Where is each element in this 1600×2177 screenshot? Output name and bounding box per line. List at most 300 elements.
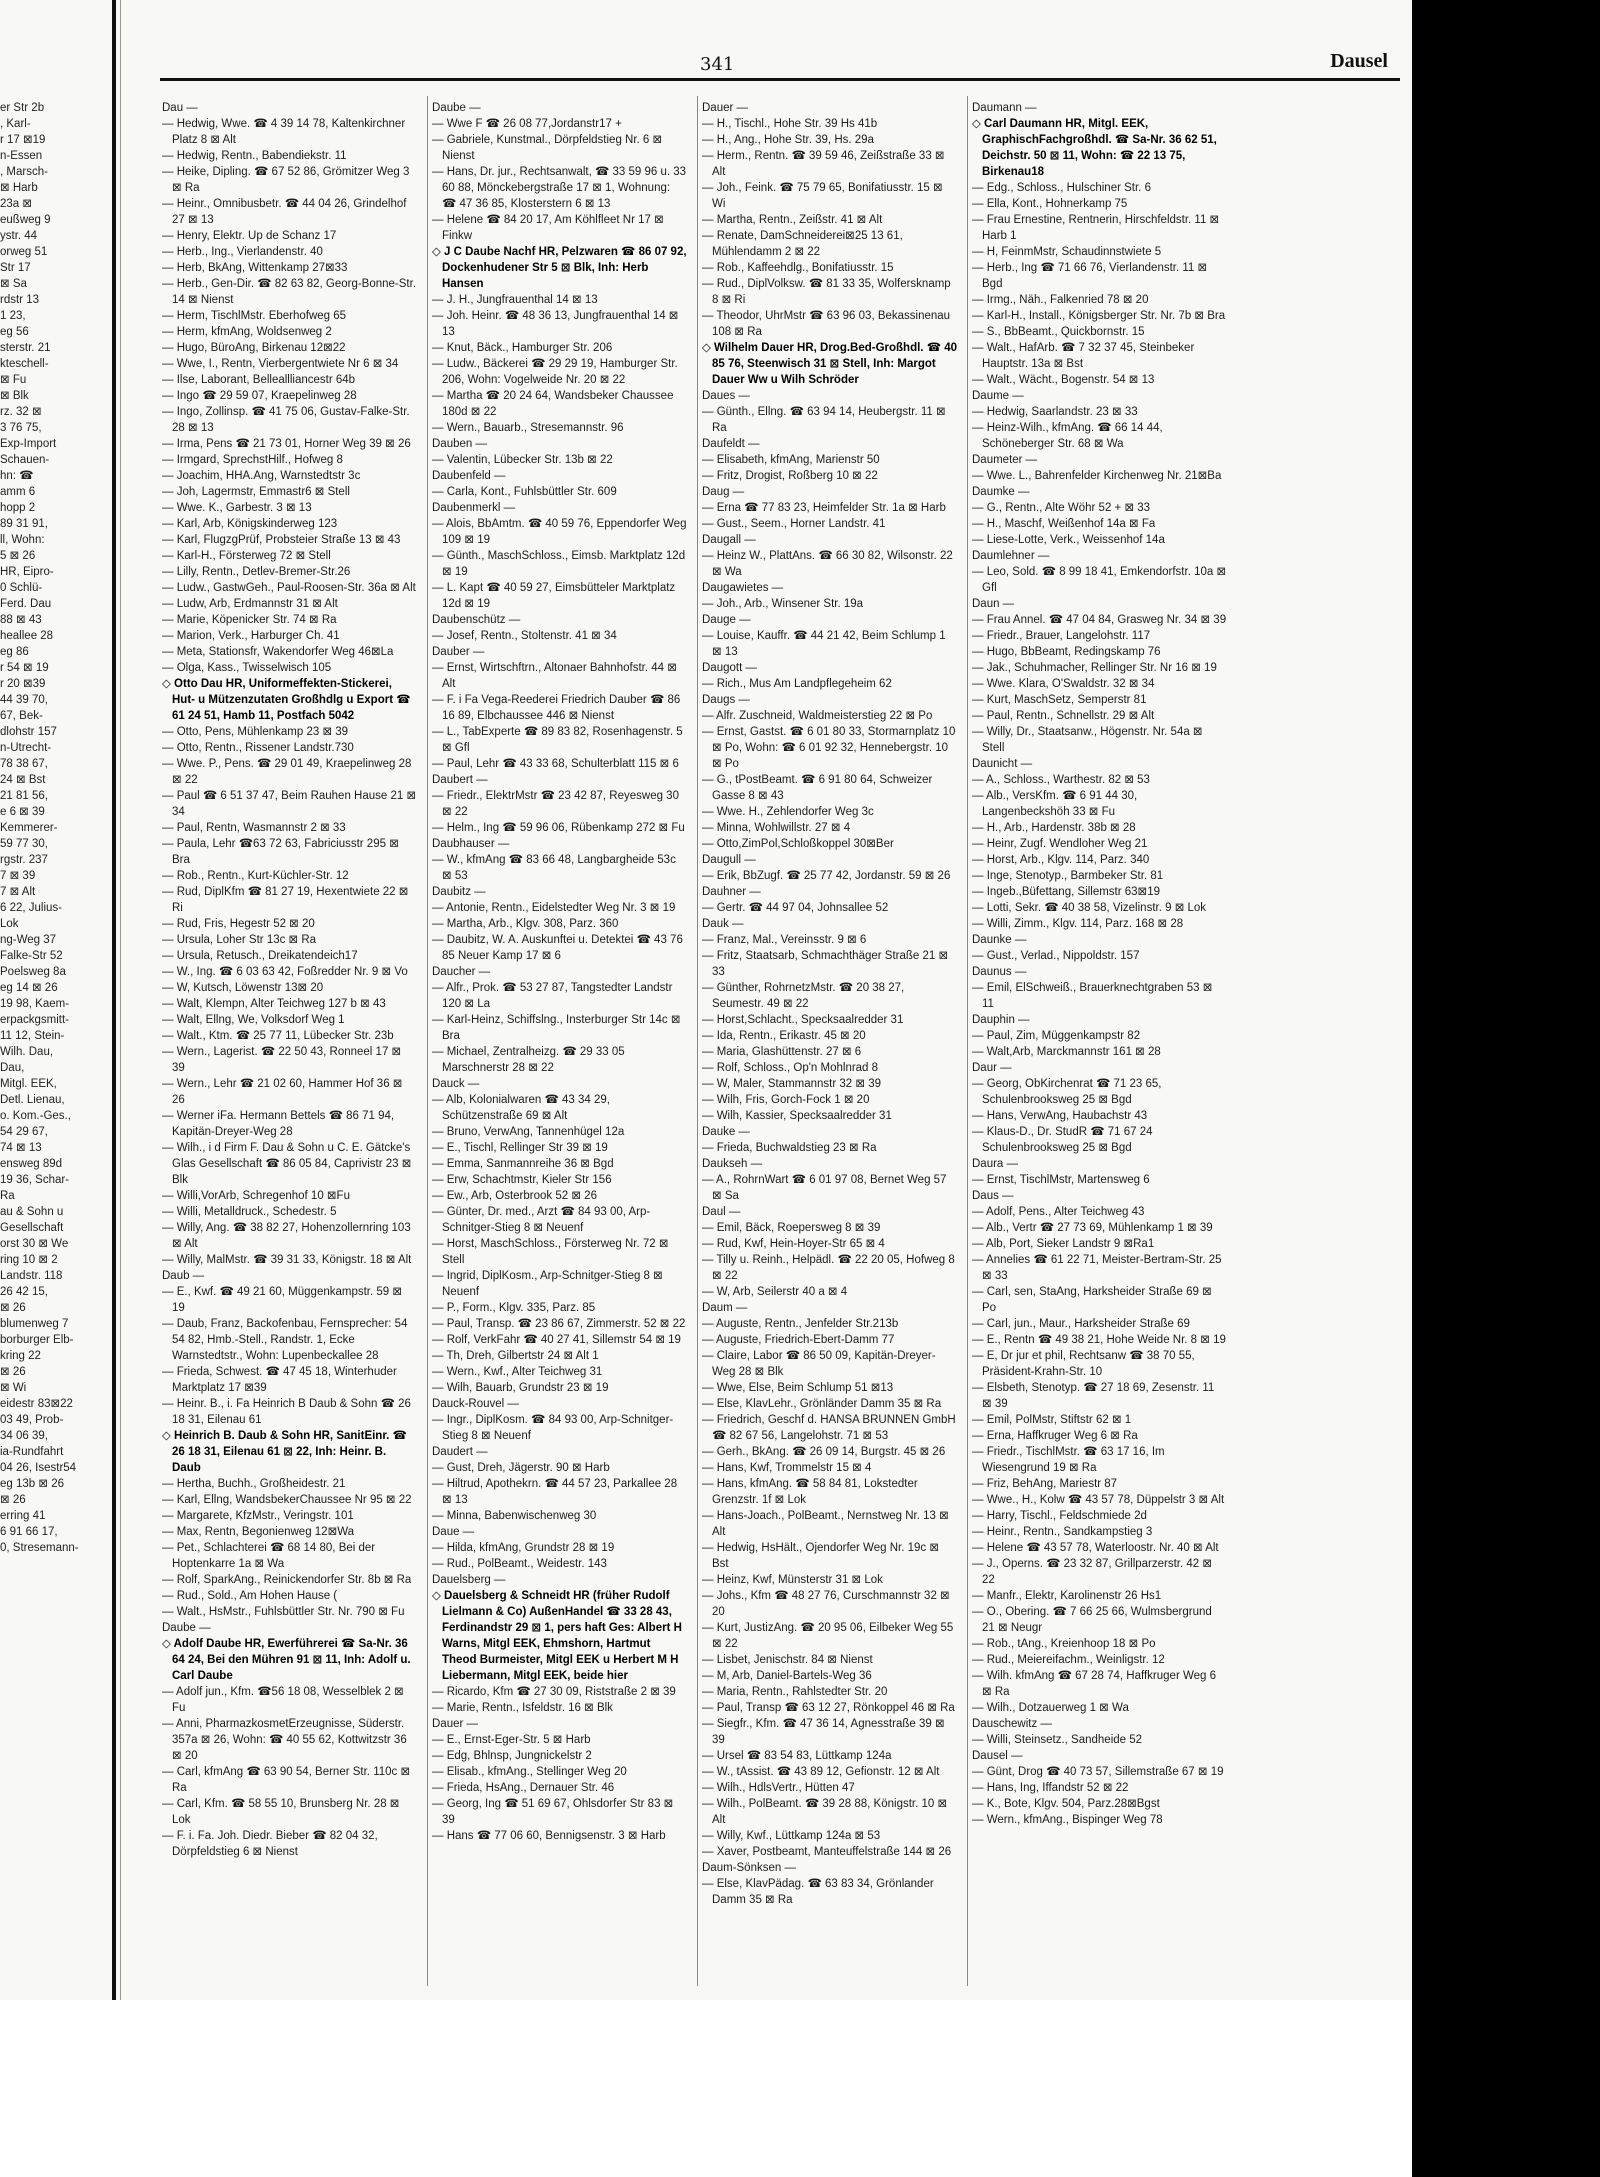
directory-entry: — Otto, Rentn., Rissener Landstr.730 <box>162 742 354 754</box>
directory-entry: — Maria, Rentn., Rahlstedter Str. 20 <box>702 1686 888 1698</box>
directory-entry: — Karl-Heinz, Schiffslng., Insterburger Str 14c ⊠ Bra <box>432 1014 681 1042</box>
fragment-line: r 54 ⊠ 19 <box>0 662 49 674</box>
directory-entry: — Joh, Lagermstr, Emmastr6 ⊠ Stell <box>162 486 350 498</box>
surname-heading: Daubenschütz — <box>432 614 521 626</box>
directory-entry: — Willy, Ang. ☎ 38 82 27, Hohenzollernring 103 ⊠ Alt <box>162 1222 411 1250</box>
directory-entry: — Rud, DiplKfm ☎ 81 27 19, Hexentwiete 22 ⊠ Ri <box>162 886 409 914</box>
fragment-line: ia-Rundfahrt <box>0 1446 64 1458</box>
directory-entry: — Horst, MaschSchloss., Försterweg Nr. 72 ⊠ Stell <box>432 1238 669 1266</box>
directory-entry: — Heinr., Omnibusbetr. ☎ 44 04 26, Grindelhof 27 ⊠ 13 <box>162 198 407 226</box>
previous-page-fragment <box>0 100 108 1556</box>
directory-entry: — Ludw, Arb, Erdmannstr 31 ⊠ Alt <box>162 598 338 610</box>
directory-entry: — Maria, Glashüttenstr. 27 ⊠ 6 <box>702 1046 862 1058</box>
fragment-line: 5 ⊠ 26 <box>0 550 36 562</box>
directory-entry: — E., Kwf. ☎ 49 21 60, Müggenkampstr. 59 ⊠ 19 <box>162 1286 403 1314</box>
directory-entry: — Wwe. K., Garbestr. 3 ⊠ 13 <box>162 502 312 514</box>
directory-entry: — Ella, Kont., Hohnerkamp 75 <box>972 198 1128 210</box>
directory-entry: — Wern., Lagerist. ☎ 22 50 43, Ronneel 17 ⊠ 39 <box>162 1046 402 1074</box>
fragment-line: 59 77 30, <box>0 838 48 850</box>
surname-heading: Daubenfeld — <box>432 470 506 482</box>
surname-heading: Daumke — <box>972 486 1030 498</box>
directory-entry: — Ludw., GastwGeh., Paul-Roosen-Str. 36a ⊠ Alt <box>162 582 416 594</box>
fragment-line: ⊠ Wi <box>0 1382 27 1394</box>
directory-entry: — Else, KlavLehr., Grönländer Damm 35 ⊠ Ra <box>702 1398 942 1410</box>
directory-entry: — Paul, Lehr ☎ 43 33 68, Schulterblatt 115 ⊠ 6 <box>432 758 679 770</box>
directory-entry: — Erna, Haffkruger Weg 6 ⊠ Ra <box>972 1430 1138 1442</box>
surname-heading: Daubitz — <box>432 886 486 898</box>
directory-entry: — Paul, Rentn., Schnellstr. 29 ⊠ Alt <box>972 710 1155 722</box>
directory-entry: — W, Kutsch, Löwenstr 13⊠ 20 <box>162 982 324 994</box>
surname-heading: Daumlehner — <box>972 550 1050 562</box>
fragment-line: rgstr. 237 <box>0 854 48 866</box>
fragment-line: Wilh. Dau, <box>0 1046 54 1058</box>
directory-entry: — Helene ☎ 84 20 17, Am Köhlfleet Nr 17 ⊠ Finkw <box>432 214 664 242</box>
surname-heading: Daume — <box>972 390 1024 402</box>
directory-entry: — Frau Annel. ☎ 47 04 84, Grasweg Nr. 34 ⊠ 39 <box>972 614 1227 626</box>
directory-entry: — Wilh., HdlsVertr., Hütten 47 <box>702 1782 855 1794</box>
fragment-line: ng-Weg 37 <box>0 934 57 946</box>
fragment-line: HR, Eipro- <box>0 566 54 578</box>
surname-heading: Daugs — <box>702 694 750 706</box>
fragment-line: 0 Schlü- <box>0 582 43 594</box>
directory-entry: — Herm, TischlMstr. Eberhofweg 65 <box>162 310 347 322</box>
directory-entry: — Paul, Transp. ☎ 23 86 67, Zimmerstr. 52 ⊠ 22 <box>432 1318 686 1330</box>
directory-entry: — Herb., Ing ☎ 71 66 76, Vierlandenstr. 11 ⊠ Bgd <box>972 262 1208 290</box>
directory-entry: — Wwe. L., Bahrenfelder Kirchenweg Nr. 21⊠Ba <box>972 470 1222 482</box>
surname-heading: Dauge — <box>702 614 751 626</box>
page-number: 341 <box>700 54 735 75</box>
directory-entry: — Carl, sen, StaAng, Harksheider Straße 69 ⊠ Po <box>972 1286 1212 1314</box>
directory-entry: — Walt, Klempn, Alter Teichweg 127 b ⊠ 43 <box>162 998 386 1010</box>
directory-entry: — Ingrid, DiplKosm., Arp-Schnitger-Stieg 8 ⊠ Neuenf <box>432 1270 663 1298</box>
fragment-line: 19 98, Kaem- <box>0 998 70 1010</box>
fragment-line: rdstr 13 <box>0 294 39 306</box>
directory-entry: — Meta, Stationsfr, Wakendorfer Weg 46⊠La <box>162 646 394 658</box>
surname-heading: Daubenmerkl — <box>432 502 516 514</box>
directory-entry: — Xaver, Postbeamt, Manteuffelstraße 144 ⊠ 26 <box>702 1846 952 1858</box>
directory-entry: — E., Rentn ☎ 49 38 21, Hohe Weide Nr. 8 ⊠ 19 <box>972 1334 1226 1346</box>
directory-entry: — Herm, kfmAng, Woldsenweg 2 <box>162 326 332 338</box>
directory-entry: — Heinz-Wilh., kfmAng. ☎ 66 14 44, Schöneberger Str. 68 ⊠ Wa <box>972 422 1163 450</box>
fragment-line: n-Essen <box>0 150 43 162</box>
directory-entry: — Alois, BbAmtm. ☎ 40 59 76, Eppendorfer Weg 109 ⊠ 19 <box>432 518 687 546</box>
surname-heading: Daube — <box>432 102 481 114</box>
directory-entry: — Wilh, Kassier, Specksaalredder 31 <box>702 1110 892 1122</box>
directory-entry: — Hertha, Buchh., Großheidestr. 21 <box>162 1478 346 1490</box>
directory-entry: — Helm., Ing ☎ 59 96 06, Rübenkamp 272 ⊠ Fu <box>432 822 685 834</box>
directory-entry: — G., tPostBeamt. ☎ 6 91 80 64, Schweizer Gasse 8 ⊠ 43 <box>702 774 933 802</box>
directory-entry: — Irmg., Näh., Falkenried 78 ⊠ 20 <box>972 294 1149 306</box>
directory-entry: — Carl, jun., Maur., Harksheider Straße 69 <box>972 1318 1190 1330</box>
directory-entry: — E., Ernst-Eger-Str. 5 ⊠ Harb <box>432 1734 591 1746</box>
fragment-line: 26 42 15, <box>0 1286 48 1298</box>
directory-entry: — M, Arb, Daniel-Bartels-Weg 36 <box>702 1670 872 1682</box>
directory-entry: — Karl, FlugzgPrüf, Probsteier Straße 13 ⊠ 43 <box>162 534 401 546</box>
directory-entry: — Renate, DamSchneiderei⊠25 13 61, Mühlendamm 2 ⊠ 22 <box>702 230 903 258</box>
directory-entry: ◇ Otto Dau HR, Uniformeffekten-Stickerei, Hut- u Mützenzutaten Großhdlg u Export ☎ 61 24 51, Hamb 11, Postfach 5042 <box>162 678 411 722</box>
fragment-line: r 17 ⊠19 <box>0 134 46 146</box>
directory-entry: — Emil, PolMstr, Stiftstr 62 ⊠ 1 <box>972 1414 1132 1426</box>
fragment-line: eg 86 <box>0 646 29 658</box>
directory-entry: — Alfr., Prok. ☎ 53 27 87, Tangstedter Landstr 120 ⊠ La <box>432 982 673 1010</box>
directory-entry: — J. H., Jungfrauenthal 14 ⊠ 13 <box>432 294 598 306</box>
fragment-line: ring 10 ⊠ 2 <box>0 1254 58 1266</box>
directory-entry: — Wern., Kwf., Alter Teichweg 31 <box>432 1366 603 1378</box>
column-divider <box>697 96 698 1986</box>
fragment-line: 23a ⊠ <box>0 198 33 210</box>
fragment-line: hopp 2 <box>0 502 36 514</box>
directory-entry: — Rolf, VerkFahr ☎ 40 27 41, Sillemstr 54 ⊠ 19 <box>432 1334 681 1346</box>
surname-heading: Daukseh — <box>702 1158 763 1170</box>
fragment-line: 34 06 39, <box>0 1430 48 1442</box>
fragment-line: Schauen- <box>0 454 50 466</box>
directory-entry: — Friedr., Brauer, Langelohstr. 117 <box>972 630 1151 642</box>
fragment-line: 54 29 67, <box>0 1126 48 1138</box>
fragment-line: ensweg 89d <box>0 1158 63 1170</box>
directory-entry: — Horst,Schlacht., Specksaalredder 31 <box>702 1014 904 1026</box>
directory-entry: — Rud., PolBeamt., Weidestr. 143 <box>432 1558 607 1570</box>
fragment-line: Ferd. Dau <box>0 598 52 610</box>
fragment-line: Str 17 <box>0 262 31 274</box>
directory-entry: — Walt., Wächt., Bogenstr. 54 ⊠ 13 <box>972 374 1155 386</box>
directory-entry: — Rud, Fris, Hegestr 52 ⊠ 20 <box>162 918 315 930</box>
directory-entry: — Ernst, TischlMstr, Martensweg 6 <box>972 1174 1150 1186</box>
directory-entry: — Heinr. B., i. Fa Heinrich B Daub & Sohn ☎ 26 18 31, Eilenau 61 <box>162 1398 411 1426</box>
directory-entry: — Auguste, Rentn., Jenfelder Str.213b <box>702 1318 899 1330</box>
surname-heading: Daucher — <box>432 966 491 978</box>
directory-entry: — Karl, Arb, Königskinderweg 123 <box>162 518 338 530</box>
fragment-line: orst 30 ⊠ We <box>0 1238 69 1250</box>
directory-column-2 <box>432 100 687 1844</box>
directory-entry: — Bruno, VerwAng, Tannenhügel 12a <box>432 1126 625 1138</box>
directory-entry: — Rud., Meiereifachm., Weinligstr. 12 <box>972 1654 1165 1666</box>
directory-entry: — Wilh., Dotzauerweg 1 ⊠ Wa <box>972 1702 1129 1714</box>
directory-entry: — Rob., Kaffeehdlg., Bonifatiusstr. 15 <box>702 262 894 274</box>
directory-entry: — Georg, ObKirchenrat ☎ 71 23 65, Schulenbrooksweg 25 ⊠ Bgd <box>972 1078 1162 1106</box>
directory-entry: — Emil, Bäck, Roepersweg 8 ⊠ 39 <box>702 1222 881 1234</box>
directory-entry: — Ursula, Loher Str 13c ⊠ Ra <box>162 934 317 946</box>
directory-entry: — Walt, Ellng, We, Volksdorf Weg 1 <box>162 1014 345 1026</box>
directory-entry: — Gust, Dreh, Jägerstr. 90 ⊠ Harb <box>432 1462 610 1474</box>
directory-entry: — Paula, Lehr ☎63 72 63, Fabriciusstr 295 ⊠ Bra <box>162 838 399 866</box>
directory-entry: — Hedwig, Wwe. ☎ 4 39 14 78, Kaltenkirchner Platz 8 ⊠ Alt <box>162 118 406 146</box>
directory-entry: — A., Schloss., Warthestr. 82 ⊠ 53 <box>972 774 1150 786</box>
directory-entry: — Ursel ☎ 83 54 83, Lüttkamp 124a <box>702 1750 892 1762</box>
directory-entry: — Günt, Drog ☎ 40 73 57, Sillemstraße 67 ⊠ 19 <box>972 1766 1224 1778</box>
fragment-line: o. Kom.-Ges., <box>0 1110 71 1122</box>
directory-entry: — Heike, Dipling. ☎ 67 52 86, Grömitzer Weg 3 ⊠ Ra <box>162 166 410 194</box>
directory-entry: — H., Ang., Hohe Str. 39, Hs. 29a <box>702 134 874 146</box>
directory-entry: — Horst, Arb., Klgv. 114, Parz. 340 <box>972 854 1150 866</box>
directory-entry: — H, FeinmMstr, Schaudinnstwiete 5 <box>972 246 1162 258</box>
directory-entry: — Klaus-D., Dr. StudR ☎ 71 67 24 Schulenbrooksweg 25 ⊠ Bgd <box>972 1126 1153 1154</box>
directory-entry: ◇ Wilhelm Dauer HR, Drog.Bed-Großhdl. ☎ 40 85 76, Steenwisch 31 ⊠ Stell, Inh: Margot Dauer Ww u Wilh Schröder <box>702 342 957 386</box>
directory-entry: — Ludw., Bäckerei ☎ 29 29 19, Hamburger Str. 206, Wohn: Vogelweide Nr. 20 ⊠ 22 <box>432 358 678 386</box>
directory-entry: — Hans, Dr. jur., Rechtsanwalt, ☎ 33 59 96 u. 33 60 88, Mönckebergstraße 17 ⊠ 1, Wohnung: ☎ 47 36 85, Klosterstern 6 ⊠ 13 <box>432 166 687 210</box>
directory-entry: — Kurt, JustizAng. ☎ 20 95 06, Eilbeker Weg 55 ⊠ 22 <box>702 1622 954 1650</box>
directory-entry: — Fritz, Staatsarb, Schmachthäger Straße 21 ⊠ 33 <box>702 950 949 978</box>
directory-entry: — O., Obering. ☎ 7 66 25 66, Wulmsbergrund 21 ⊠ Neugr <box>972 1606 1212 1634</box>
surname-heading: Daunke — <box>972 934 1027 946</box>
fragment-line: orweg 51 <box>0 246 48 258</box>
directory-entry: — Herm., Rentn. ☎ 39 59 46, Zeißstraße 33 ⊠ Alt <box>702 150 945 178</box>
directory-entry: — Michael, Zentralheizg. ☎ 29 33 05 Marschnerstr 28 ⊠ 22 <box>432 1046 625 1074</box>
directory-entry: — Emma, Sanmannreihe 36 ⊠ Bgd <box>432 1158 614 1170</box>
page-gutter <box>112 0 116 2000</box>
fragment-line: blumenweg 7 <box>0 1318 69 1330</box>
fragment-line: sterstr. 21 <box>0 342 51 354</box>
directory-entry: — Willi, Zimm., Klgv. 114, Parz. 168 ⊠ 28 <box>972 918 1184 930</box>
fragment-line: erring 41 <box>0 1510 46 1522</box>
directory-entry: — Wern., Bauarb., Stresemannstr. 96 <box>432 422 624 434</box>
fragment-line: 7 ⊠ Alt <box>0 886 36 898</box>
surname-heading: Daum-Sönksen — <box>702 1862 796 1874</box>
directory-entry: — Friedr., ElektrMstr ☎ 23 42 87, Reyesweg 30 ⊠ 22 <box>432 790 679 818</box>
directory-entry: — Friedrich, Geschf d. HANSA BRUNNEN GmbH ☎ 82 67 56, Langelohstr. 71 ⊠ 53 <box>702 1414 956 1442</box>
directory-entry: — Georg, Ing ☎ 51 69 67, Ohlsdorfer Str 83 ⊠ 39 <box>432 1798 674 1826</box>
surname-heading: Daun — <box>972 598 1015 610</box>
directory-column-1 <box>162 100 417 1860</box>
directory-entry: — Frieda, Schwest. ☎ 47 45 18, Winterhuder Marktplatz 17 ⊠39 <box>162 1366 397 1394</box>
fragment-line: hn: ☎ <box>0 470 34 482</box>
directory-entry: — Hans, VerwAng, Haubachstr 43 <box>972 1110 1148 1122</box>
directory-entry: — W, Maler, Stammannstr 32 ⊠ 39 <box>702 1078 882 1090</box>
directory-entry: — Jak., Schuhmacher, Rellinger Str. Nr 16 ⊠ 19 <box>972 662 1217 674</box>
fragment-line: kteschell- <box>0 358 49 370</box>
directory-entry: — E, Dr jur et phil, Rechtsanw ☎ 38 70 55, Präsident-Krahn-Str. 10 <box>972 1350 1195 1378</box>
fragment-line: , Karl- <box>0 118 31 130</box>
directory-entry: — Gust., Seem., Horner Landstr. 41 <box>702 518 886 530</box>
surname-heading: Daugott — <box>702 662 757 674</box>
surname-heading: Daur — <box>972 1062 1012 1074</box>
fragment-line: borburger Elb- <box>0 1334 74 1346</box>
directory-entry: — Ricardo, Kfm ☎ 27 30 09, Riststraße 2 ⊠ 39 <box>432 1686 676 1698</box>
fragment-line: r 20 ⊠39 <box>0 678 46 690</box>
directory-entry: — Marion, Verk., Harburger Ch. 41 <box>162 630 340 642</box>
directory-entry: — Frieda, Buchwaldstieg 23 ⊠ Ra <box>702 1142 877 1154</box>
directory-entry: — G., Rentn., Alte Wöhr 52 + ⊠ 33 <box>972 502 1151 514</box>
surname-heading: Dauhner — <box>702 886 761 898</box>
directory-entry: — Pet., Schlachterei ☎ 68 14 80, Bei der Hoptenkarre 1a ⊠ Wa <box>162 1542 376 1570</box>
directory-entry: — Emil, ElSchweiß., Brauerknechtgraben 53 ⊠ 11 <box>972 982 1213 1010</box>
directory-entry: — Lisbet, Jenischstr. 84 ⊠ Nienst <box>702 1654 873 1666</box>
fragment-line: ⊠ Blk <box>0 390 29 402</box>
directory-entry: — Wwe. H., Zehlendorfer Weg 3c <box>702 806 874 818</box>
directory-entry: — Ida, Rentn., Erikastr. 45 ⊠ 20 <box>702 1030 866 1042</box>
directory-entry: — Knut, Bäck., Hamburger Str. 206 <box>432 342 613 354</box>
directory-entry: ◇ Heinrich B. Daub & Sohn HR, SanitEinr. ☎ 26 18 31, Eilenau 61 ⊠ 22, Inh: Heinr. B. Daub <box>162 1430 407 1474</box>
surname-heading: Daues — <box>702 390 750 402</box>
directory-entry: — Ilse, Laborant, Belleallliancestr 64b <box>162 374 356 386</box>
surname-heading: Dau — <box>162 102 198 114</box>
directory-entry: — Leo, Sold. ☎ 8 99 18 41, Emkendorfstr. 10a ⊠ Gfl <box>972 566 1227 594</box>
directory-entry: — E., Tischl, Rellinger Str 39 ⊠ 19 <box>432 1142 608 1154</box>
fragment-line: 3 76 75, <box>0 422 42 434</box>
directory-entry: — Erik, BbZugf. ☎ 25 77 42, Jordanstr. 59 ⊠ 26 <box>702 870 951 882</box>
directory-entry: — Alb., Vertr ☎ 27 73 69, Mühlenkamp 1 ⊠ 39 <box>972 1222 1213 1234</box>
directory-entry: — S., BbBeamt., Quickbornstr. 15 <box>972 326 1145 338</box>
directory-entry: — Ernst, Wirtschftrn., Altonaer Bahnhofstr. 44 ⊠ Alt <box>432 662 677 690</box>
fragment-line: rz. 32 ⊠ <box>0 406 42 418</box>
directory-entry: — Wwe. Klara, O'Swaldstr. 32 ⊠ 34 <box>972 678 1155 690</box>
surname-heading: Daul — <box>702 1206 741 1218</box>
fragment-line: ⊠ Sa <box>0 278 27 290</box>
fragment-line: eußweg 9 <box>0 214 51 226</box>
directory-entry: — Anni, PharmazkosmetErzeugnisse, Süderstr. 357a ⊠ 26, Wohn: ☎ 40 55 62, Kottwitzstr 36 ⊠ 20 <box>162 1718 407 1762</box>
surname-heading: Daugall — <box>702 534 756 546</box>
directory-entry: — Wilh, Bauarb, Grundstr 23 ⊠ 19 <box>432 1382 609 1394</box>
directory-entry: — Joh. Heinr. ☎ 48 36 13, Jungfrauenthal 14 ⊠ 13 <box>432 310 679 338</box>
directory-entry: — Josef, Rentn., Stoltenstr. 41 ⊠ 34 <box>432 630 617 642</box>
directory-entry: — Auguste, Friedrich-Ebert-Damm 77 <box>702 1334 895 1346</box>
fragment-line: dlohstr 157 <box>0 726 57 738</box>
column-divider <box>967 96 968 1986</box>
directory-entry: — P., Form., Klgv. 335, Parz. 85 <box>432 1302 596 1314</box>
directory-entry: — Wwe. P., Pens. ☎ 29 01 49, Kraepelinweg 28 ⊠ 22 <box>162 758 412 786</box>
fragment-line: au & Sohn u <box>0 1206 64 1218</box>
directory-entry: — Henry, Elektr. Up de Schanz 17 <box>162 230 337 242</box>
surname-heading: Daunus — <box>972 966 1027 978</box>
column-divider <box>427 96 428 1986</box>
surname-heading: Daug — <box>702 486 745 498</box>
running-head: Dausel <box>1330 50 1388 72</box>
directory-entry: — Antonie, Rentn., Eidelstedter Weg Nr. 3 ⊠ 19 <box>432 902 676 914</box>
directory-entry: — Hans ☎ 77 06 60, Bennigsenstr. 3 ⊠ Harb <box>432 1830 666 1842</box>
fragment-line: 44 39 70, <box>0 694 48 706</box>
directory-entry: — Fritz, Drogist, Roßberg 10 ⊠ 22 <box>702 470 878 482</box>
directory-entry: — Kurt, MaschSetz, Semperstr 81 <box>972 694 1147 706</box>
fragment-line: Exp-Import <box>0 438 57 450</box>
directory-entry: — H., Maschf, Weißenhof 14a ⊠ Fa <box>972 518 1156 530</box>
directory-entry: — Adolf, Pens., Alter Teichweg 43 <box>972 1206 1145 1218</box>
directory-entry: — Frau Ernestine, Rentnerin, Hirschfeldstr. 11 ⊠ Harb 1 <box>972 214 1220 242</box>
directory-entry: — Lilly, Rentn., Detlev-Bremer-Str.26 <box>162 566 351 578</box>
directory-entry: — Margarete, KfzMstr., Veringstr. 101 <box>162 1510 354 1522</box>
directory-entry: — Joachim, HHA.Ang, Warnstedtstr 3c <box>162 470 361 482</box>
surname-heading: Dauelsberg — <box>432 1574 506 1586</box>
fragment-line: n-Utrecht- <box>0 742 52 754</box>
directory-entry: — Friz, BehAng, Mariestr 87 <box>972 1478 1118 1490</box>
surname-heading: Daunicht — <box>972 758 1033 770</box>
surname-heading: Daumann — <box>972 102 1037 114</box>
directory-entry: — Alb, Port, Sieker Landstr 9 ⊠Ra1 <box>972 1238 1155 1250</box>
fragment-line: eg 56 <box>0 326 29 338</box>
directory-entry: — Marie, Rentn., Isfeldstr. 16 ⊠ Blk <box>432 1702 613 1714</box>
directory-entry: — Ernst, Gastst. ☎ 6 01 80 33, Stormarnplatz 10 ⊠ Po, Wohn: ☎ 6 01 92 32, Hennebergstr. 10 ⊠ Po <box>702 726 956 770</box>
surname-heading: Daue — <box>432 1526 475 1538</box>
directory-entry: — Rud, Kwf, Hein-Hoyer-Str 65 ⊠ 4 <box>702 1238 885 1250</box>
surname-heading: Daubhauser — <box>432 838 510 850</box>
surname-heading: Daub — <box>162 1270 205 1282</box>
fragment-line: 67, Bek- <box>0 710 43 722</box>
directory-entry: — Claire, Labor ☎ 86 50 09, Kapitän-Dreyer-Weg 28 ⊠ Blk <box>702 1350 936 1378</box>
directory-entry: — Hans, kfmAng. ☎ 58 84 81, Lokstedter Grenzstr. 1f ⊠ Lok <box>702 1478 918 1506</box>
directory-entry: — Gerh., BkAng. ☎ 26 09 14, Burgstr. 45 ⊠ 26 <box>702 1446 946 1458</box>
directory-entry: — Martha, Rentn., Zeißstr. 41 ⊠ Alt <box>702 214 883 226</box>
fragment-line: Landstr. 118 <box>0 1270 63 1282</box>
surname-heading: Dauphin — <box>972 1014 1030 1026</box>
directory-entry: — F. i. Fa. Joh. Diedr. Bieber ☎ 82 04 32, Dörpfeldstieg 6 ⊠ Nienst <box>162 1830 378 1858</box>
directory-entry: — Ew., Arb, Osterbrook 52 ⊠ 26 <box>432 1190 597 1202</box>
fragment-line: Poelsweg 8a <box>0 966 66 978</box>
directory-entry: — Carl, Kfm. ☎ 58 55 10, Brunsberg Nr. 28 ⊠ Lok <box>162 1798 400 1826</box>
directory-entry: — Herb., Gen-Dir. ☎ 82 63 82, Georg-Bonne-Str. 14 ⊠ Nienst <box>162 278 417 306</box>
fragment-line: 24 ⊠ Bst <box>0 774 46 786</box>
directory-entry: — Helene ☎ 43 57 78, Waterloostr. Nr. 40 ⊠ Alt <box>972 1542 1219 1554</box>
surname-heading: Dauer — <box>432 1718 479 1730</box>
fragment-line: er Str 2b <box>0 102 45 114</box>
fragment-line: 78 38 67, <box>0 758 48 770</box>
directory-entry: — Wwe, I., Rentn, Vierbergentwiete Nr 6 ⊠ 34 <box>162 358 399 370</box>
directory-entry: — Heinz, Kwf, Münsterstr 31 ⊠ Lok <box>702 1574 883 1586</box>
directory-entry: — Elisab., kfmAng., Stellinger Weg 20 <box>432 1766 627 1778</box>
directory-entry: — Wilh., i d Firm F. Dau & Sohn u C. E. Gätcke's Glas Gesellschaft ☎ 86 05 84, Caprivistr 23 ⊠ Blk <box>162 1142 412 1186</box>
directory-entry: — Martha, Arb., Klgv. 308, Parz. 360 <box>432 918 619 930</box>
directory-entry: — Irmgard, SprechstHilf., Hofweg 8 <box>162 454 343 466</box>
directory-entry: — Minna, Wohlwillstr. 27 ⊠ 4 <box>702 822 851 834</box>
surname-heading: Daum — <box>702 1302 748 1314</box>
directory-entry: — Rolf, Schloss., Op'n Mohlnrad 8 <box>702 1062 879 1074</box>
directory-entry: — Paul, Transp ☎ 63 12 27, Rönkoppel 46 ⊠ Ra <box>702 1702 955 1714</box>
directory-entry: — Rob., Rentn., Kurt-Küchler-Str. 12 <box>162 870 349 882</box>
directory-entry: — Karl, Ellng, WandsbekerChaussee Nr 95 ⊠ 22 <box>162 1494 412 1506</box>
fragment-line: 19 36, Schar- <box>0 1174 70 1186</box>
surname-heading: Daura — <box>972 1158 1019 1170</box>
surname-heading: Daudert — <box>432 1446 488 1458</box>
fragment-line: ⊠ Fu <box>0 374 27 386</box>
directory-entry: — Elsbeth, Stenotyp. ☎ 27 18 69, Zesenstr. 11 ⊠ 39 <box>972 1382 1215 1410</box>
directory-entry: — W., kfmAng ☎ 83 66 48, Langbargheide 53c ⊠ 53 <box>432 854 676 882</box>
directory-entry: — Wilh., PolBeamt. ☎ 39 28 88, Königstr. 10 ⊠ Alt <box>702 1798 948 1826</box>
directory-entry: — Herb., Ing., Vierlandenstr. 40 <box>162 246 323 258</box>
fragment-line: 1 23, <box>0 310 26 322</box>
directory-entry: — Hedwig, Saarlandstr. 23 ⊠ 33 <box>972 406 1138 418</box>
directory-entry: — Martha ☎ 20 24 64, Wandsbeker Chaussee 180d ⊠ 22 <box>432 390 674 418</box>
directory-entry: — Hugo, BüroAng, Birkenau 12⊠22 <box>162 342 346 354</box>
directory-entry: — Minna, Babenwischenweg 30 <box>432 1510 597 1522</box>
directory-entry: — Willy, Dr., Staatsanw., Högenstr. Nr. 54a ⊠ Stell <box>972 726 1203 754</box>
surname-heading: Daubert — <box>432 774 488 786</box>
fragment-line: 89 31 91, <box>0 518 48 530</box>
directory-entry: — Erna ☎ 77 83 23, Heimfelder Str. 1a ⊠ Harb <box>702 502 946 514</box>
directory-entry: — Ingr., DiplKosm. ☎ 84 93 00, Arp-Schnitger-Stieg 8 ⊠ Neuenf <box>432 1414 674 1442</box>
directory-entry: — Inge, Stenotyp., Barmbeker Str. 81 <box>972 870 1164 882</box>
fragment-line: Kemmerer- <box>0 822 58 834</box>
directory-entry: — Edg, Bhlnsp, Jungnickelstr 2 <box>432 1750 592 1762</box>
directory-entry: — Wwe, Else, Beim Schlump 51 ⊠13 <box>702 1382 894 1394</box>
surname-heading: Daumeter — <box>972 454 1038 466</box>
surname-heading: Dauer — <box>702 102 749 114</box>
directory-entry: — Karl-H., Install., Königsberger Str. Nr. 7b ⊠ Bra <box>972 310 1226 322</box>
directory-entry: — Siegfr., Kfm. ☎ 47 36 14, Agnesstraße 39 ⊠ 39 <box>702 1718 945 1746</box>
header-rule <box>160 78 1400 81</box>
directory-entry: — Otto, Pens, Mühlenkamp 23 ⊠ 39 <box>162 726 349 738</box>
fragment-line: ystr. 44 <box>0 230 38 242</box>
directory-entry: — Max, Rentn, Begonienweg 12⊠Wa <box>162 1526 355 1538</box>
directory-entry: — Gabriele, Kunstmal., Dörpfeldstieg Nr. 6 ⊠ Nienst <box>432 134 663 162</box>
surname-heading: Dauben — <box>432 438 487 450</box>
directory-entry: — W., Ing. ☎ 6 03 63 42, Foßredder Nr. 9 ⊠ Vo <box>162 966 408 978</box>
directory-entry: — Günther, RohrnetzMstr. ☎ 20 38 27, Seumestr. 49 ⊠ 22 <box>702 982 905 1010</box>
fragment-line: kring 22 <box>0 1350 41 1362</box>
directory-entry: — Carla, Kont., Fuhlsbüttler Str. 609 <box>432 486 617 498</box>
directory-entry: — Louise, Kauffr. ☎ 44 21 42, Beim Schlump 1 ⊠ 13 <box>702 630 946 658</box>
directory-entry: — L., TabExperte ☎ 89 83 82, Rosenhagenstr. 5 ⊠ Gfl <box>432 726 683 754</box>
directory-entry: — Willy, MalMstr. ☎ 39 31 33, Königstr. 18 ⊠ Alt <box>162 1254 412 1266</box>
surname-heading: Dauck-Rouvel — <box>432 1398 519 1410</box>
directory-entry: — Walt., HafArb. ☎ 7 32 37 45, Steinbeker Hauptstr. 13a ⊠ Bst <box>972 342 1195 370</box>
fragment-line: 6 22, Julius- <box>0 902 63 914</box>
